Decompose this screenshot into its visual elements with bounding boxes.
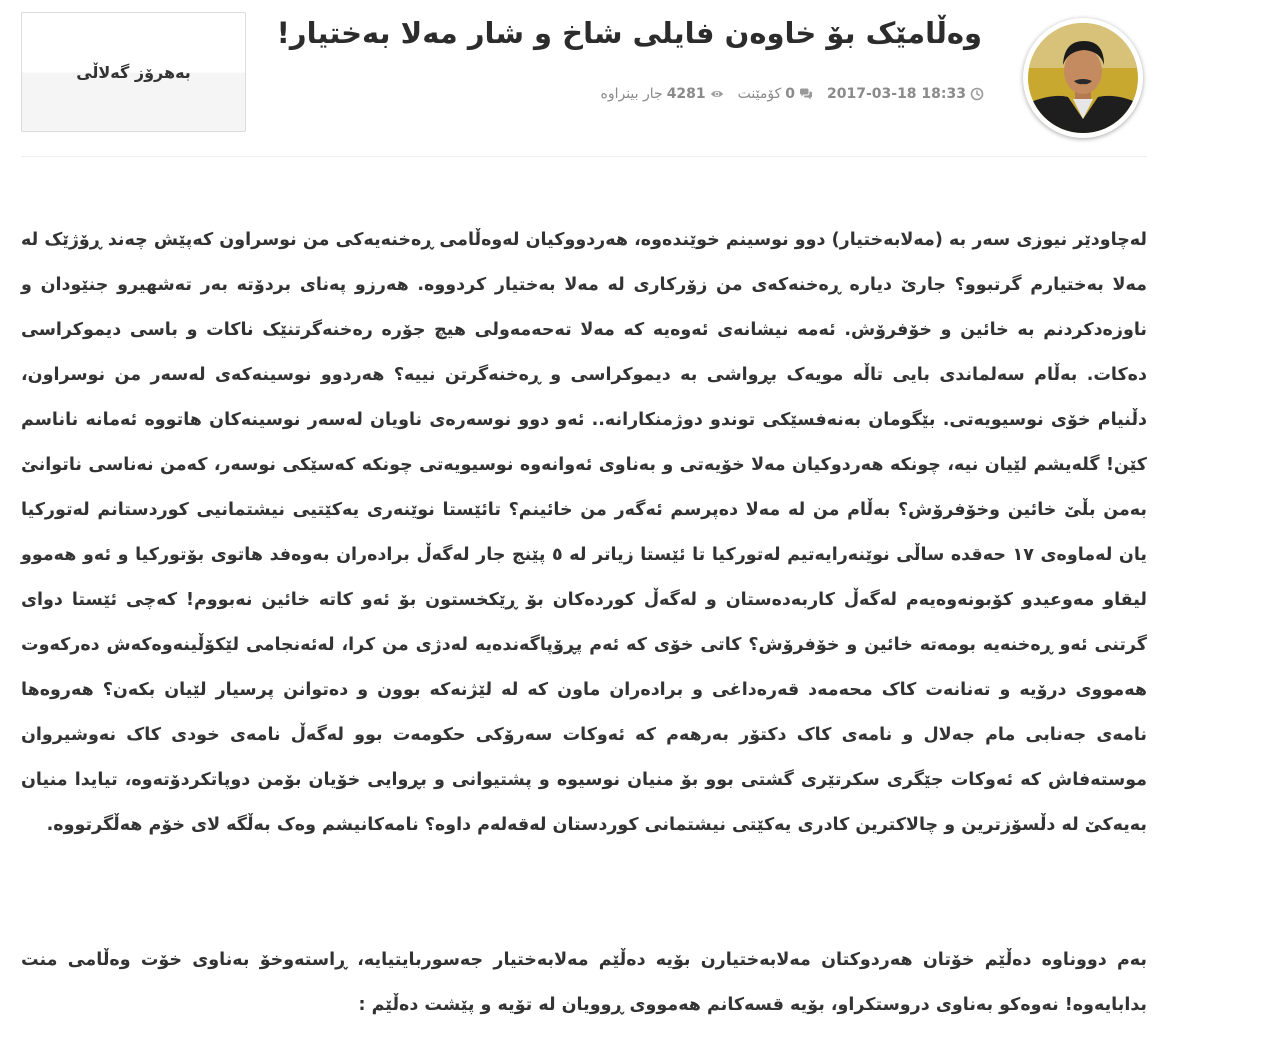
article-paragraph: بەم دووناوە دەڵێم خۆتان هەردوکتان مەلابەختیارن بۆیە دەڵێم مەلابەختیار جەسوربایتیایە، ڕاستەوخۆ بەناوی خۆت وەڵامی منت بدابایەوە! نەوەکو بەناوی دروستکراو، بۆیە قسەکانم هەمووی ڕوویان لە تۆیە و پێشت دەڵێم : [21, 950, 1147, 1015]
clock-icon [970, 87, 984, 101]
meta-comments-label: کۆمێنت [737, 86, 782, 102]
author-card[interactable] [21, 12, 246, 132]
article-body [21, 218, 1147, 1028]
meta-comments[interactable] [738, 86, 813, 102]
author-photo [1028, 23, 1138, 133]
comments-icon [799, 87, 813, 101]
meta-comments-count: 0 [785, 86, 795, 102]
author-avatar[interactable] [1023, 18, 1143, 138]
article-title: وەڵامێک بۆ خاوەن فایلی شاخ و شار مەلا بەختیار! [276, 16, 982, 50]
eye-icon [710, 87, 724, 101]
author-name[interactable]: بەهرۆز گەلاڵی [76, 63, 191, 82]
meta-views-label: جار بینراوە [600, 86, 663, 102]
header-divider [21, 156, 1147, 157]
meta-views [601, 86, 724, 102]
article-meta [601, 86, 985, 102]
meta-views-count: 4281 [666, 86, 706, 102]
meta-date-value: 2017-03-18 18:33 [827, 86, 966, 102]
article-paragraph: لەچاودێر نیوزی سەر بە (مەلابەختیار) دوو نوسینم خوێندەوە، هەردووکیان لەوەڵامی ڕەخنەیەکی من نوسراون کەپێش چەند ڕۆژێک لە مەلا بەختیارم گرتبوو؟ جارێ دیارە ڕەخنەکەی من زۆرکاری لە مەلا بەختیار کردووە. هەرزو پەنای بردۆتە بەر تەشهیرو جنێودان و ناوزەدکردنم بە خائین و خۆفرۆش. ئەمە نیشانەی ئەوەیە کە مەلا تەحەمەولی هیچ جۆرە رەخنەگرتنێک ناکات و باسی دیموکراسی دەکات. بەڵام سەلماندی بایی تاڵە مویەک بڕواشی بە دیموکراسی و ڕەخنەگرتن نییە؟ هەردوو نوسینەکەی لەسەر من نوسراون، دڵنیام خۆی نوسیویەتی. بێگومان بەنەفسێکی توندو دوژمنکارانە.. ئەو دوو نوسەرەی ناویان لەسەر نوسینەکان هاتووە ئەمانە ناناسم کێن! گلەیشم لێیان نیە، چونکە هەردوکیان مەلا خۆیەتی و بەناوی ئەوانەوە نوسیویەتی چونکە کەسێکی نوسەر، کەمن نەناسی ناتوانێ بەمن بڵێ خائین وخۆفرۆش؟ بەڵام من لە مەلا دەپرسم ئەگەر من خائینم؟ تائێستا نوێنەری یەکێتیی نیشتمانیی کوردستانم لەتورکیا یان لەماوەی ١٧ حەقدە ساڵی نوێنەرایەتیم لەتورکیا تا ئێستا زیاتر لە ٥ پێنج جار لەگەڵ برادەران بەوەفد هاتوی بۆتورکیا و ئەو هەموو لیقاو مەوعیدو کۆبونەوەیەم لەگەڵ کاربەدەستان و لەگەڵ کوردەکان بۆ ڕێکخستون بۆ ئەو کاتە خائین نەبووم! کەچی ئێستا دوای گرتنی ئەو ڕەخنەیە بومەتە خائین و خۆفرۆش؟ کاتی خۆی کە ئەم پڕۆپاگەندەیە لەدژی من کرا، لەئەنجامی لێکۆڵینەوەکەش دەرکەوت هەمووی درۆیە و تەنانەت کاک محەمەد قەرەداغی و برادەران ماون کە لە لێژنەکە بوون و دەتوانن پرسیار لێیان بکەن؟ هەروەها نامەی جەنابی مام جەلال و نامەی کاک دکتۆر بەرهەم کە ئەوکات سەرۆکی حکومەت بوو لەگەڵ نامەی خودی کاک نەوشیروان موستەفاش کە ئەوکات جێگری سکرتێری گشتی بوو بۆ منیان نوسیوە و پشتیوانی و بڕوایی خۆیان بۆمن دوپاتکردۆتەوە، تیایدا منیان بەیەکێ لە دڵسۆزترین و چالاکترین کادری یەکێتی نیشتمانی کوردستان لەقەلەم داوە؟ نامەکانیشم وەک بەڵگە لای خۆم هەڵگرتووە. [21, 230, 1147, 835]
meta-date [827, 86, 984, 102]
